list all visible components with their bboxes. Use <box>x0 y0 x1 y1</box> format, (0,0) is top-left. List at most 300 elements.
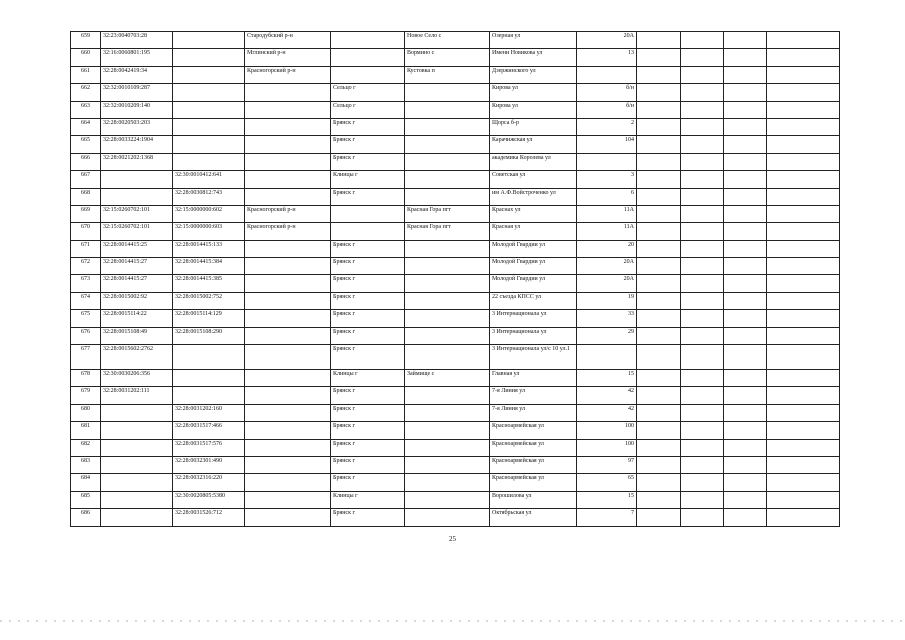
cadastral-number-cell: 32:32:0010109:287 <box>101 84 173 101</box>
empty-cell <box>724 136 767 153</box>
page-number: 25 <box>449 535 456 543</box>
table-row <box>71 327 840 344</box>
empty-cell <box>681 474 724 491</box>
table-row <box>71 205 840 222</box>
street-cell: Молодой Гвардии ул <box>490 258 577 275</box>
settlement-cell <box>405 153 490 170</box>
empty-cell <box>767 49 840 66</box>
district-cell <box>245 345 331 370</box>
cadastral-number-cell: 32:28:0033224:1904 <box>101 136 173 153</box>
settlement-cell <box>405 509 490 526</box>
empty-cell <box>637 456 681 473</box>
empty-cell <box>681 404 724 421</box>
cadastral-number-cell: 32:28:0042419:34 <box>101 66 173 83</box>
cadastral-number-cell: 32:28:0015114:22 <box>101 310 173 327</box>
street-cell: 7-я Линия ул <box>490 404 577 421</box>
city-cell <box>331 223 405 240</box>
row-number-cell: 673 <box>71 275 101 292</box>
cadastral-number-cell: 32:23:0040703:28 <box>101 32 173 49</box>
empty-cell <box>637 422 681 439</box>
district-cell <box>245 275 331 292</box>
empty-cell <box>724 32 767 49</box>
empty-cell <box>681 240 724 257</box>
empty-cell <box>724 509 767 526</box>
registry-sheet <box>70 31 839 527</box>
city-cell: Брянск г <box>331 275 405 292</box>
house-number-cell: 42 <box>577 404 637 421</box>
street-cell: Главная ул <box>490 370 577 387</box>
cadastral-number-cell: 32:28:0021202:1368 <box>101 153 173 170</box>
table-row <box>71 439 840 456</box>
cadastral-number-2-cell <box>173 370 245 387</box>
cadastral-number-cell <box>101 422 173 439</box>
house-number-cell: 3 <box>577 171 637 188</box>
empty-cell <box>767 491 840 508</box>
empty-cell <box>681 292 724 309</box>
empty-cell <box>637 223 681 240</box>
table-row <box>71 345 840 370</box>
house-number-cell: 13 <box>577 49 637 66</box>
table-row <box>71 66 840 83</box>
row-number-cell: 677 <box>71 345 101 370</box>
empty-cell <box>724 370 767 387</box>
empty-cell <box>681 49 724 66</box>
street-cell: Красная ул <box>490 223 577 240</box>
house-number-cell: 29 <box>577 327 637 344</box>
district-cell <box>245 310 331 327</box>
table-row <box>71 153 840 170</box>
cadastral-number-cell: 32:15:0260702:101 <box>101 223 173 240</box>
empty-cell <box>767 223 840 240</box>
street-cell: 3 Интернационала ул <box>490 327 577 344</box>
row-number-cell: 680 <box>71 404 101 421</box>
street-cell: Щорса б-р <box>490 118 577 135</box>
street-cell: Молодой Гвардии ул <box>490 275 577 292</box>
empty-cell <box>637 258 681 275</box>
settlement-cell <box>405 439 490 456</box>
cadastral-number-2-cell: 32:30:0020805:5380 <box>173 491 245 508</box>
row-number-cell: 669 <box>71 205 101 222</box>
empty-cell <box>637 474 681 491</box>
cadastral-number-2-cell <box>173 49 245 66</box>
settlement-cell <box>405 345 490 370</box>
empty-cell <box>724 153 767 170</box>
street-cell: Краснах ул <box>490 205 577 222</box>
cadastral-number-cell <box>101 404 173 421</box>
settlement-cell <box>405 258 490 275</box>
cadastral-number-2-cell: 32:28:0031517:466 <box>173 422 245 439</box>
row-number-cell: 675 <box>71 310 101 327</box>
row-number-cell: 674 <box>71 292 101 309</box>
city-cell: Брянск г <box>331 474 405 491</box>
city-cell: Брянск г <box>331 439 405 456</box>
cadastral-number-2-cell: 32:28:0014415:133 <box>173 240 245 257</box>
row-number-cell: 666 <box>71 153 101 170</box>
empty-cell <box>767 101 840 118</box>
settlement-cell <box>405 275 490 292</box>
house-number-cell: 2 <box>577 118 637 135</box>
table-row <box>71 49 840 66</box>
city-cell: Брянск г <box>331 456 405 473</box>
cadastral-number-cell: 32:15:0260702:101 <box>101 205 173 222</box>
settlement-cell <box>405 292 490 309</box>
settlement-cell <box>405 240 490 257</box>
empty-cell <box>681 387 724 404</box>
district-cell <box>245 404 331 421</box>
row-number-cell: 676 <box>71 327 101 344</box>
city-cell: Брянск г <box>331 118 405 135</box>
table-row <box>71 275 840 292</box>
cadastral-number-cell: 32:28:0020503:203 <box>101 118 173 135</box>
city-cell: Брянск г <box>331 422 405 439</box>
district-cell <box>245 118 331 135</box>
empty-cell <box>767 439 840 456</box>
cadastral-number-cell: 32:28:0014415:27 <box>101 258 173 275</box>
district-cell <box>245 327 331 344</box>
cadastral-number-cell: 32:28:0014415:27 <box>101 275 173 292</box>
district-cell <box>245 153 331 170</box>
table-row <box>71 509 840 526</box>
empty-cell <box>681 188 724 205</box>
cadastral-number-2-cell: 32:30:0010412:641 <box>173 171 245 188</box>
empty-cell <box>767 387 840 404</box>
empty-cell <box>681 327 724 344</box>
cadastral-number-2-cell: 32:28:0015114:129 <box>173 310 245 327</box>
city-cell <box>331 32 405 49</box>
empty-cell <box>724 345 767 370</box>
city-cell: Клинцы г <box>331 370 405 387</box>
city-cell: Брянск г <box>331 327 405 344</box>
house-number-cell: 19 <box>577 292 637 309</box>
settlement-cell: Новое Село с <box>405 32 490 49</box>
settlement-cell <box>405 136 490 153</box>
table-row <box>71 223 840 240</box>
empty-cell <box>724 292 767 309</box>
empty-cell <box>767 205 840 222</box>
row-number-cell: 686 <box>71 509 101 526</box>
row-number-cell: 668 <box>71 188 101 205</box>
empty-cell <box>767 404 840 421</box>
empty-cell <box>767 171 840 188</box>
empty-cell <box>637 153 681 170</box>
house-number-cell: 33 <box>577 310 637 327</box>
district-cell: Красногорский р-н <box>245 223 331 240</box>
street-cell: Имени Новикова ул <box>490 49 577 66</box>
row-number-cell: 661 <box>71 66 101 83</box>
cadastral-number-2-cell <box>173 136 245 153</box>
empty-cell <box>724 275 767 292</box>
city-cell: Брянск г <box>331 258 405 275</box>
street-cell: Красноармейская ул <box>490 456 577 473</box>
empty-cell <box>637 370 681 387</box>
empty-cell <box>767 240 840 257</box>
empty-cell <box>767 474 840 491</box>
district-cell <box>245 258 331 275</box>
city-cell: Брянск г <box>331 404 405 421</box>
empty-cell <box>724 240 767 257</box>
street-cell: 3 Интернационала ул/с 10 ул.1 <box>490 345 577 370</box>
house-number-cell: 104 <box>577 136 637 153</box>
street-cell: Озерная ул <box>490 32 577 49</box>
district-cell <box>245 439 331 456</box>
cadastral-number-cell: 32:28:0015602:2762 <box>101 345 173 370</box>
house-number-cell: 20 <box>577 240 637 257</box>
empty-cell <box>724 491 767 508</box>
cadastral-number-cell <box>101 474 173 491</box>
settlement-cell: Красная Гора пгт <box>405 205 490 222</box>
empty-cell <box>767 370 840 387</box>
cadastral-number-cell <box>101 188 173 205</box>
empty-cell <box>681 345 724 370</box>
row-number-cell: 685 <box>71 491 101 508</box>
settlement-cell <box>405 456 490 473</box>
street-cell: Советская ул <box>490 171 577 188</box>
empty-cell <box>724 84 767 101</box>
cadastral-number-2-cell <box>173 84 245 101</box>
table-row <box>71 171 840 188</box>
settlement-cell <box>405 101 490 118</box>
district-cell <box>245 171 331 188</box>
empty-cell <box>724 456 767 473</box>
house-number-cell: 97 <box>577 456 637 473</box>
empty-cell <box>767 345 840 370</box>
cadastral-number-2-cell: 32:15:0000000:603 <box>173 223 245 240</box>
empty-cell <box>767 188 840 205</box>
house-number-cell: 6 <box>577 188 637 205</box>
row-number-cell: 682 <box>71 439 101 456</box>
settlement-cell <box>405 491 490 508</box>
property-table <box>70 31 840 527</box>
house-number-cell: 100 <box>577 422 637 439</box>
cadastral-number-2-cell <box>173 118 245 135</box>
cadastral-number-2-cell <box>173 153 245 170</box>
district-cell: Мглинский р-н <box>245 49 331 66</box>
empty-cell <box>637 171 681 188</box>
empty-cell <box>681 223 724 240</box>
empty-cell <box>767 84 840 101</box>
cadastral-number-2-cell <box>173 387 245 404</box>
cadastral-number-2-cell: 32:15:0000000:602 <box>173 205 245 222</box>
city-cell: Клинцы г <box>331 171 405 188</box>
cadastral-number-2-cell: 32:28:0031517:576 <box>173 439 245 456</box>
empty-cell <box>767 66 840 83</box>
district-cell: Красногорский р-н <box>245 66 331 83</box>
cadastral-number-2-cell <box>173 66 245 83</box>
cadastral-number-cell: 32:28:0014415:25 <box>101 240 173 257</box>
district-cell <box>245 370 331 387</box>
settlement-cell: Красная Гора пгт <box>405 223 490 240</box>
house-number-cell: 15 <box>577 370 637 387</box>
table-row <box>71 101 840 118</box>
district-cell: Красногорский р-н <box>245 205 331 222</box>
house-number-cell: 7 <box>577 509 637 526</box>
street-cell: Ворошилова ул <box>490 491 577 508</box>
table-row <box>71 258 840 275</box>
empty-cell <box>681 32 724 49</box>
street-cell: Октябрьская ул <box>490 509 577 526</box>
empty-cell <box>767 310 840 327</box>
street-cell: Красноармейская ул <box>490 474 577 491</box>
settlement-cell <box>405 84 490 101</box>
empty-cell <box>767 32 840 49</box>
scan-artifact-line <box>0 620 905 622</box>
cadastral-number-cell <box>101 491 173 508</box>
cadastral-number-cell: 32:28:0015108:49 <box>101 327 173 344</box>
cadastral-number-cell <box>101 456 173 473</box>
cadastral-number-2-cell: 32:28:0030812:743 <box>173 188 245 205</box>
empty-cell <box>724 49 767 66</box>
city-cell: Брянск г <box>331 292 405 309</box>
city-cell: Брянск г <box>331 153 405 170</box>
empty-cell <box>681 422 724 439</box>
empty-cell <box>767 275 840 292</box>
empty-cell <box>637 101 681 118</box>
row-number-cell: 665 <box>71 136 101 153</box>
row-number-cell: 683 <box>71 456 101 473</box>
house-number-cell: 100 <box>577 439 637 456</box>
street-cell: академика Королева ул <box>490 153 577 170</box>
table-body <box>71 32 840 527</box>
district-cell: Стародубский р-н <box>245 32 331 49</box>
empty-cell <box>767 258 840 275</box>
empty-cell <box>637 310 681 327</box>
district-cell <box>245 491 331 508</box>
table-row <box>71 310 840 327</box>
row-number-cell: 660 <box>71 49 101 66</box>
empty-cell <box>767 136 840 153</box>
empty-cell <box>637 118 681 135</box>
settlement-cell <box>405 327 490 344</box>
row-number-cell: 664 <box>71 118 101 135</box>
city-cell: Брянск г <box>331 509 405 526</box>
district-cell <box>245 509 331 526</box>
empty-cell <box>681 66 724 83</box>
cadastral-number-2-cell: 32:28:0032316:220 <box>173 474 245 491</box>
empty-cell <box>767 509 840 526</box>
cadastral-number-2-cell <box>173 101 245 118</box>
empty-cell <box>637 439 681 456</box>
empty-cell <box>637 327 681 344</box>
city-cell: Сельцо г <box>331 84 405 101</box>
row-number-cell: 678 <box>71 370 101 387</box>
empty-cell <box>724 439 767 456</box>
cadastral-number-cell: 32:28:0015002:92 <box>101 292 173 309</box>
district-cell <box>245 474 331 491</box>
settlement-cell <box>405 387 490 404</box>
empty-cell <box>637 275 681 292</box>
empty-cell <box>767 118 840 135</box>
empty-cell <box>681 456 724 473</box>
row-number-cell: 679 <box>71 387 101 404</box>
empty-cell <box>724 66 767 83</box>
empty-cell <box>637 32 681 49</box>
row-number-cell: 681 <box>71 422 101 439</box>
empty-cell <box>681 491 724 508</box>
empty-cell <box>637 491 681 508</box>
house-number-cell <box>577 153 637 170</box>
table-row <box>71 491 840 508</box>
cadastral-number-2-cell <box>173 32 245 49</box>
settlement-cell <box>405 422 490 439</box>
city-cell: Брянск г <box>331 387 405 404</box>
house-number-cell: 15 <box>577 491 637 508</box>
district-cell <box>245 292 331 309</box>
table-row <box>71 136 840 153</box>
city-cell: Брянск г <box>331 345 405 370</box>
house-number-cell: б/н <box>577 101 637 118</box>
empty-cell <box>724 310 767 327</box>
cadastral-number-2-cell: 32:28:0014415:385 <box>173 275 245 292</box>
empty-cell <box>767 153 840 170</box>
table-row <box>71 474 840 491</box>
city-cell: Брянск г <box>331 136 405 153</box>
house-number-cell: 42 <box>577 387 637 404</box>
empty-cell <box>637 240 681 257</box>
district-cell <box>245 188 331 205</box>
empty-cell <box>637 387 681 404</box>
empty-cell <box>724 258 767 275</box>
empty-cell <box>637 188 681 205</box>
cadastral-number-2-cell: 32:28:0031526:712 <box>173 509 245 526</box>
table-row <box>71 118 840 135</box>
row-number-cell: 684 <box>71 474 101 491</box>
table-row <box>71 188 840 205</box>
cadastral-number-cell: 32:28:0031202:111 <box>101 387 173 404</box>
city-cell <box>331 49 405 66</box>
empty-cell <box>637 404 681 421</box>
district-cell <box>245 387 331 404</box>
cadastral-number-cell <box>101 171 173 188</box>
row-number-cell: 659 <box>71 32 101 49</box>
empty-cell <box>637 292 681 309</box>
empty-cell <box>724 404 767 421</box>
empty-cell <box>637 205 681 222</box>
table-row <box>71 456 840 473</box>
settlement-cell <box>405 404 490 421</box>
house-number-cell: 11А <box>577 205 637 222</box>
street-cell: 3 Интернационала ул <box>490 310 577 327</box>
row-number-cell: 671 <box>71 240 101 257</box>
settlement-cell <box>405 310 490 327</box>
city-cell: Брянск г <box>331 310 405 327</box>
empty-cell <box>724 387 767 404</box>
cadastral-number-cell: 32:16:0060801:195 <box>101 49 173 66</box>
empty-cell <box>724 205 767 222</box>
house-number-cell <box>577 345 637 370</box>
empty-cell <box>724 171 767 188</box>
empty-cell <box>681 205 724 222</box>
house-number-cell: б/н <box>577 84 637 101</box>
empty-cell <box>681 275 724 292</box>
cadastral-number-cell <box>101 509 173 526</box>
cadastral-number-2-cell: 32:28:0015108:290 <box>173 327 245 344</box>
street-cell: им А.Ф.Войстроченко ул <box>490 188 577 205</box>
city-cell <box>331 205 405 222</box>
empty-cell <box>767 422 840 439</box>
street-cell: Красноармейская ул <box>490 422 577 439</box>
house-number-cell: 65 <box>577 474 637 491</box>
empty-cell <box>724 188 767 205</box>
empty-cell <box>681 101 724 118</box>
table-row <box>71 370 840 387</box>
empty-cell <box>767 456 840 473</box>
district-cell <box>245 136 331 153</box>
empty-cell <box>724 327 767 344</box>
street-cell: Кирова ул <box>490 101 577 118</box>
empty-cell <box>637 136 681 153</box>
cadastral-number-cell: 32:30:0030206:356 <box>101 370 173 387</box>
cadastral-number-2-cell <box>173 345 245 370</box>
